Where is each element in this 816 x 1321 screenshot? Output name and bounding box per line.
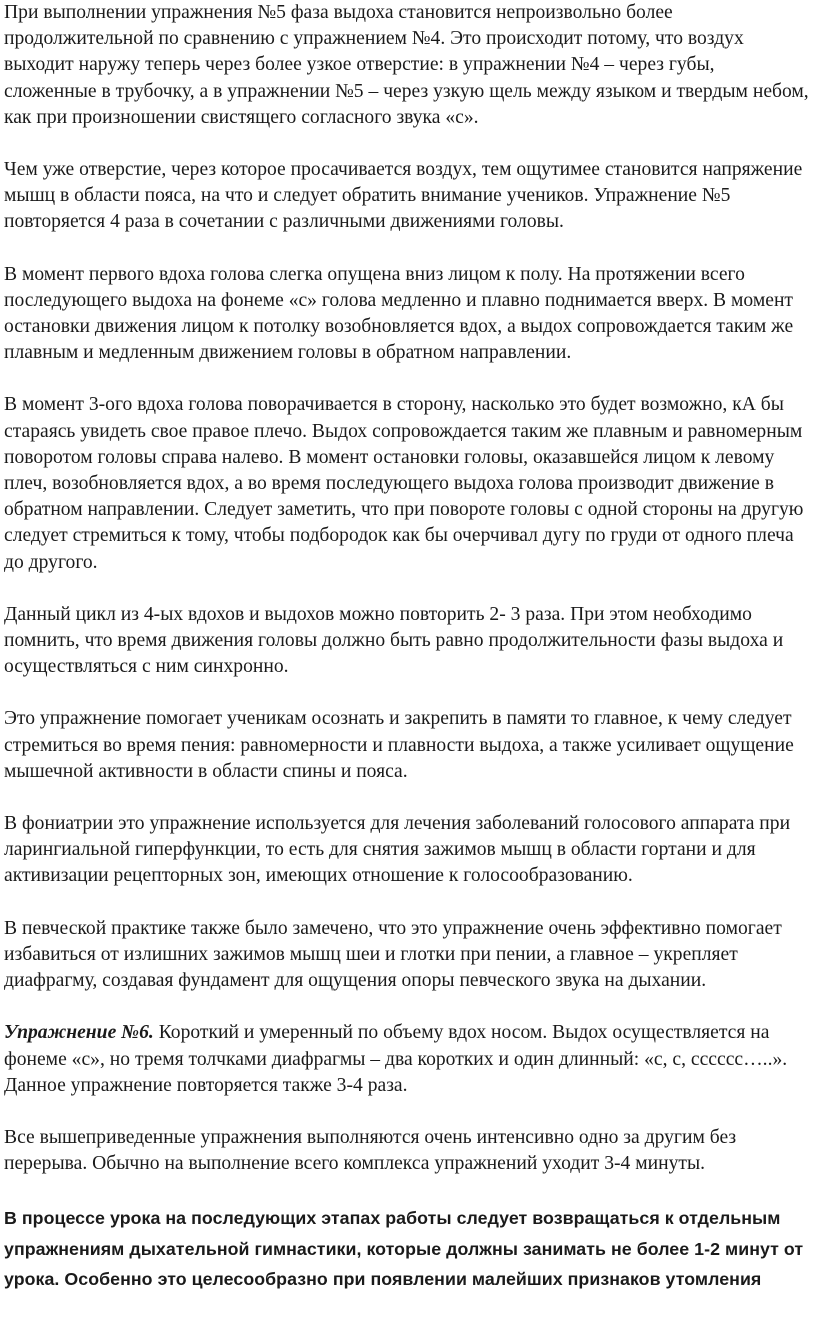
document-body: [4, 0, 810, 1321]
paragraph-singing-practice: В певческой практике также было замечено, что это упражнение очень эффективно помогает избавиться от излишних зажимов мышц шеи и глотки при пении, а главное – укрепляет диафрагму, создавая фундамент для ощущения опоры певческого звука на дыхании.: [4, 917, 782, 992]
paragraph-phoniatrics: В фониатрии это упражнение используется для лечения заболеваний голосового аппарата при ларингиальной гиперфункции, то есть для снятия зажимов мышц в области гортани и для активизации рецепторных зон, имеющих отношение к голосообразованию.: [4, 813, 791, 887]
paragraph-all-exercises: Все вышеприведенные упражнения выполняются очень интенсивно одно за другим без перерыва. Обычно на выполнение всего комплекса упражнений уходит 3-4 минуты.: [4, 1126, 737, 1175]
paragraph-final-bold: В процессе урока на последующих этапах работы следует возвращаться к отдельным упражнениям дыхательной гимнастики, которые должны занимать не более 1-2 минут от урока. Особенно это целесообразно при появлении малейших признаков утомления: [4, 1208, 804, 1290]
paragraph-exercise6: [4, 1020, 810, 1099]
paragraph-narrow-opening: Чем уже отверстие, через которое просачивается воздух, тем ощутимее становится напряжение мышц в области пояса, на что и следует обратить внимание учеников. Упражнение №5 повторяется 4 раза в сочетании с различными движениями головы.: [4, 159, 803, 233]
paragraph-exercise-benefit: Это упражнение помогает ученикам осознать и закрепить в памяти то главное, к чему следует стремиться во время пения: равномерности и плавности выдоха, а также усиливает ощущение мышечной активности в области спины и пояса.: [4, 708, 794, 782]
paragraph-head-up-down: В момент первого вдоха голова слегка опущена вниз лицом к полу. На протяжении всего последующего выдоха на фонеме «с» голова медленно и плавно поднимается вверх. В момент остановки движения лицом к потолку возобновляется вдох, а выдох сопровождается таким же плавным и медленным движением головы в обратном направлении.: [4, 263, 794, 364]
paragraph-head-turn: В момент 3-ого вдоха голова поворачивается в сторону, насколько это будет возможно, кА бы стараясь увидеть свое правое плечо. Выдох сопровождается таким же плавным и равномерным поворотом головы справа налево. В момент остановки головы, оказавшейся лицом к левому плеч, возобновляется вдох, а во время последующего выдоха голова производит движение в обратном направлении. Следует заметить, что при повороте головы с одной стороны на другую следует стремиться к тому, чтобы подбородок как бы очерчивал дугу по груди от одного плеча до другого.: [4, 394, 804, 573]
exercise6-label: Упражнение №6.: [4, 1022, 154, 1044]
paragraph-exercise5-intro: При выполнении упражнения №5 фаза выдоха становится непроизвольно более продолжительной по сравнению с упражнением №4. Это происходит потому, что воздух выходит наружу теперь через более узкое отверстие: в упражнении №4 – через губы, сложенные в трубочку, а в упражнении №5 – через узкую щель между языком и твердым небом, как при произношении свистящего согласного звука «с».: [4, 2, 809, 128]
exercise6-text: Короткий и умеренный по объему вдох носом. Выдох осуществляется на фонеме «с», но тремя толчками диафрагмы – два коротких и один длинный: «с, с, сссссс…..». Данное упражнение повторяется также 3-4 раза.: [4, 1022, 788, 1096]
paragraph-cycle-repeat: Данный цикл из 4-ых вдохов и выдохов можно повторить 2- 3 раза. При этом необходимо помнить, что время движения головы должно быть равно продолжительности фазы выдоха и осуществляться с ним синхронно.: [4, 603, 784, 678]
